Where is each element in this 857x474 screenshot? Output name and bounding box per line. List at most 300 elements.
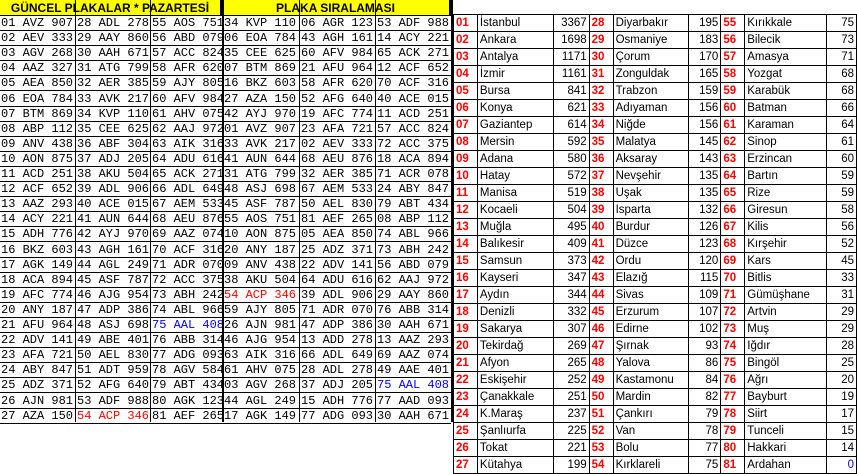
city-name: Kırşehir: [745, 236, 827, 253]
plate-count: 156: [689, 117, 721, 134]
plate-cell: 47 ADP 386: [301, 318, 374, 332]
plate-count: 68: [827, 83, 857, 100]
city-name: Amasya: [745, 49, 827, 66]
plate-code: 41: [589, 236, 613, 253]
city-name: K.Maraş: [477, 406, 553, 423]
city-name: Ardahan: [745, 457, 827, 474]
plates-grid-row: [0, 152, 451, 167]
plate-cell: 77 AAD 093: [377, 393, 450, 408]
plate-cell: 17 AGK 149: [224, 408, 297, 423]
plates-grid-row: [0, 288, 451, 303]
plate-code: 03: [454, 49, 478, 66]
plate-count: 159: [689, 83, 721, 100]
city-name: Artvin: [745, 304, 827, 321]
city-name: Muğla: [477, 219, 553, 236]
column-divider: [75, 0, 76, 422]
ranking-row: [454, 100, 857, 117]
plate-code: 77: [721, 389, 745, 406]
plate-count: 135: [689, 185, 721, 202]
ranking-row: [454, 406, 857, 423]
plate-count: 170: [689, 49, 721, 66]
plate-cell: 44 AGL 249: [224, 393, 297, 408]
plate-cell: 12 ACF 652: [377, 61, 450, 76]
plate-count: 77: [689, 440, 721, 457]
plate-cell: 60 AFV 984: [152, 91, 225, 106]
plate-count: 123: [689, 236, 721, 253]
plate-cell: 71 ADR 070: [152, 257, 225, 272]
plate-count: 64: [827, 117, 857, 134]
plates-grid-row: [0, 243, 451, 258]
ranking-row: [454, 253, 857, 270]
plate-code: 45: [589, 304, 613, 321]
plate-count: 580: [553, 151, 589, 168]
plate-count: 107: [689, 304, 721, 321]
plate-cell: 73 ABH 242: [152, 287, 225, 302]
ranking-row: [454, 457, 857, 474]
plate-cell: 24 ABY 847: [377, 182, 450, 197]
plate-code: 42: [589, 253, 613, 270]
plate-code: 48: [589, 355, 613, 372]
plate-code: 76: [721, 372, 745, 389]
plate-cell: 25 ADZ 371: [301, 242, 374, 257]
city-name: Giresun: [745, 202, 827, 219]
plate-cell: 54 ACP 346: [77, 408, 150, 423]
plate-code: 60: [721, 100, 745, 117]
plate-code: 71: [721, 287, 745, 304]
ranking-row: [454, 32, 857, 49]
plate-code: 11: [454, 185, 478, 202]
city-name: Uşak: [613, 185, 689, 202]
plate-cell: 32 AER 385: [77, 76, 150, 91]
plate-count: 31: [827, 287, 857, 304]
plate-cell: 56 ABD 079: [377, 257, 450, 272]
plate-cell: 62 AAJ 972: [152, 121, 225, 136]
ranking-row: [454, 372, 857, 389]
city-name: Bitlis: [745, 270, 827, 287]
plate-cell: 43 AGH 161: [77, 242, 150, 257]
plate-code: 15: [454, 253, 478, 270]
ranking-row: [454, 304, 857, 321]
plate-cell: 27 AZA 150: [224, 91, 297, 106]
plate-cell: 16 BKZ 603: [224, 76, 297, 91]
plate-cell: 01 AVZ 907: [224, 121, 297, 136]
plate-cell: 60 AFV 984: [301, 46, 374, 61]
plate-code: 37: [589, 168, 613, 185]
city-name: Isparta: [613, 202, 689, 219]
plate-cell: 30 AAH 671: [77, 46, 150, 61]
plate-count: 86: [689, 355, 721, 372]
plate-count: 25: [827, 355, 857, 372]
plate-code: 59: [721, 83, 745, 100]
city-name: Karabük: [745, 83, 827, 100]
ranking-row: [454, 185, 857, 202]
plates-grid-row: [0, 394, 451, 409]
plate-cell: 27 AZA 150: [1, 408, 74, 423]
city-name: Gümüşhane: [745, 287, 827, 304]
plate-count: 59: [827, 185, 857, 202]
plate-code: 79: [721, 423, 745, 440]
city-name: Ankara: [477, 32, 553, 49]
ranking-row: [454, 389, 857, 406]
city-name: Malatya: [613, 134, 689, 151]
plate-code: 36: [589, 151, 613, 168]
plate-code: 27: [454, 457, 478, 474]
plate-code: 35: [589, 134, 613, 151]
plate-code: 26: [454, 440, 478, 457]
plate-cell: 03 AGV 268: [1, 46, 74, 61]
plate-code: 57: [721, 49, 745, 66]
plate-cell: 62 AAJ 972: [377, 272, 450, 287]
plate-cell: 49 AAE 401: [377, 363, 450, 378]
plate-cell: 77 ADG 093: [301, 408, 374, 423]
city-name: Diyarbakır: [613, 15, 689, 32]
ranking-row: [454, 117, 857, 134]
plate-cell: 64 ADU 616: [152, 151, 225, 166]
plate-count: 237: [553, 406, 589, 423]
city-name: Konya: [477, 100, 553, 117]
plate-cell: 51 ADT 959: [77, 363, 150, 378]
plate-cell: 58 AFR 620: [152, 61, 225, 76]
city-name: Adıyaman: [613, 100, 689, 117]
plate-count: 14: [827, 440, 857, 457]
plate-code: 54: [589, 457, 613, 474]
city-name: Bingöl: [745, 355, 827, 372]
city-name: Kilis: [745, 219, 827, 236]
plate-code: 19: [454, 321, 478, 338]
plate-code: 12: [454, 202, 478, 219]
plate-cell: 56 ABD 079: [152, 31, 225, 46]
plate-ranking-header: PLAKA SIRALAMASI: [222, 0, 451, 16]
plate-cell: 69 AAZ 074: [152, 227, 225, 242]
plate-count: 20: [827, 372, 857, 389]
city-name: Aydın: [477, 287, 553, 304]
city-name: Yalova: [613, 355, 689, 372]
plate-cell: 42 AYJ 970: [77, 227, 150, 242]
plate-cell: 79 ABT 434: [152, 378, 225, 393]
plate-cell: 16 BKZ 603: [1, 242, 74, 257]
plate-count: 126: [689, 219, 721, 236]
plate-cell: 70 ACF 316: [377, 76, 450, 91]
ranking-panel: [453, 14, 857, 471]
plate-count: 265: [553, 355, 589, 372]
ranking-row: [454, 202, 857, 219]
ranking-row: [454, 134, 857, 151]
plate-cell: 47 ADP 386: [77, 302, 150, 317]
ranking-row: [454, 83, 857, 100]
plate-cell: 73 ABH 242: [377, 242, 450, 257]
city-name: Samsun: [477, 253, 553, 270]
ranking-row: [454, 236, 857, 253]
plate-cell: 49 ABE 401: [77, 333, 150, 348]
plate-count: 132: [689, 202, 721, 219]
city-name: Çorum: [613, 49, 689, 66]
city-name: Denizli: [477, 304, 553, 321]
plate-cell: 02 AEV 333: [301, 136, 374, 151]
plate-cell: 70 ACF 316: [152, 242, 225, 257]
city-name: Gaziantep: [477, 117, 553, 134]
plate-count: 33: [827, 270, 857, 287]
plate-count: 29: [827, 321, 857, 338]
plate-code: 69: [721, 253, 745, 270]
city-name: Eskişehir: [477, 372, 553, 389]
plate-cell: 14 ACY 221: [1, 212, 74, 227]
city-name: Rize: [745, 185, 827, 202]
plate-code: 28: [589, 15, 613, 32]
plate-count: 841: [553, 83, 589, 100]
city-name: Elazığ: [613, 270, 689, 287]
plates-grid-row: [0, 61, 451, 76]
ranking-row: [454, 219, 857, 236]
plate-count: 66: [827, 100, 857, 117]
plates-grid-row: [0, 182, 451, 197]
plate-code: 13: [454, 219, 478, 236]
plate-cell: 57 ACC 824: [377, 121, 450, 136]
plate-cell: 61 AHV 075: [152, 106, 225, 121]
plate-code: 47: [589, 338, 613, 355]
plate-code: 40: [589, 219, 613, 236]
plate-count: 60: [827, 151, 857, 168]
plate-cell: 30 AAH 671: [377, 408, 450, 423]
plate-code: 18: [454, 304, 478, 321]
plate-cell: 75 AAL 408: [377, 378, 450, 393]
column-divider: [222, 0, 224, 422]
city-name: Manisa: [477, 185, 553, 202]
plate-count: 102: [689, 321, 721, 338]
plate-code: 52: [589, 423, 613, 440]
plate-cell: 40 ACE 015: [77, 197, 150, 212]
city-name: Nevşehir: [613, 168, 689, 185]
plate-count: 307: [553, 321, 589, 338]
plates-grid-row: [0, 318, 451, 333]
plate-cell: 50 AEL 830: [77, 348, 150, 363]
plate-code: 62: [721, 134, 745, 151]
plate-cell: 67 AEM 533: [301, 182, 374, 197]
plate-cell: 58 AFR 620: [301, 76, 374, 91]
plate-code: 08: [454, 134, 478, 151]
plate-cell: 34 KVP 110: [224, 16, 297, 30]
ranking-row: [454, 15, 857, 32]
plate-code: 63: [721, 151, 745, 168]
plate-code: 70: [721, 270, 745, 287]
plates-grid-row: [0, 107, 451, 122]
plate-cell: 28 ADL 278: [301, 363, 374, 378]
plate-code: 74: [721, 338, 745, 355]
plate-cell: 01 AVZ 907: [1, 16, 74, 30]
plate-cell: 45 ASF 787: [224, 197, 297, 212]
plate-code: 55: [721, 15, 745, 32]
plate-code: 09: [454, 151, 478, 168]
plate-cell: 25 ADZ 371: [1, 378, 74, 393]
plate-cell: 28 ADL 278: [77, 16, 150, 30]
column-divider: [150, 0, 151, 422]
plate-code: 58: [721, 66, 745, 83]
plates-grid-row: [0, 409, 451, 424]
plate-count: 221: [553, 440, 589, 457]
plate-count: 115: [689, 270, 721, 287]
plate-code: 78: [721, 406, 745, 423]
plate-cell: 08 ABP 112: [1, 121, 74, 136]
plate-cell: 77 ADG 093: [152, 348, 225, 363]
plate-cell: 43 AGH 161: [301, 31, 374, 46]
plate-code: 49: [589, 372, 613, 389]
plates-grid-row: [0, 303, 451, 318]
plate-cell: 67 AEM 533: [152, 197, 225, 212]
plate-code: 14: [454, 236, 478, 253]
plate-count: 344: [553, 287, 589, 304]
plate-cell: 32 AER 385: [301, 167, 374, 181]
plate-code: 33: [589, 100, 613, 117]
city-name: Şanlıurfa: [477, 423, 553, 440]
plate-count: 1161: [553, 66, 589, 83]
plate-count: 75: [689, 457, 721, 474]
ranking-row: [454, 423, 857, 440]
plate-code: 75: [721, 355, 745, 372]
plate-code: 46: [589, 321, 613, 338]
plate-cell: 53 ADF 988: [77, 393, 150, 408]
plate-code: 39: [589, 202, 613, 219]
plate-count: 120: [689, 253, 721, 270]
plate-cell: 08 ABP 112: [377, 212, 450, 227]
plate-count: 572: [553, 168, 589, 185]
plate-cell: 22 ADV 141: [1, 333, 74, 348]
plate-count: 29: [827, 304, 857, 321]
plate-cell: 55 AOS 751: [224, 212, 297, 227]
plates-grid-row: [0, 378, 451, 393]
plate-cell: 69 AAZ 074: [377, 348, 450, 363]
plate-cell: 59 AJY 805: [224, 302, 297, 317]
plate-count: 78: [689, 423, 721, 440]
plate-code: 80: [721, 440, 745, 457]
plate-code: 10: [454, 168, 478, 185]
plate-cell: 23 AFA 721: [301, 121, 374, 136]
plate-code: 73: [721, 321, 745, 338]
city-name: Bilecik: [745, 32, 827, 49]
plate-cell: 15 ADH 776: [301, 393, 374, 408]
plate-count: 56: [827, 219, 857, 236]
column-divider: [299, 0, 300, 422]
plates-grid-row: [0, 348, 451, 363]
plate-count: 59: [827, 168, 857, 185]
plate-count: 251: [553, 389, 589, 406]
plate-cell: 46 AJG 954: [77, 287, 150, 302]
plate-cell: 04 AAZ 327: [1, 61, 74, 76]
plate-code: 01: [454, 15, 478, 32]
plate-code: 66: [721, 202, 745, 219]
ranking-row: [454, 440, 857, 457]
plate-cell: 52 AFG 640: [301, 91, 374, 106]
plate-cell: 21 AFU 964: [301, 61, 374, 76]
plate-cell: 48 ASJ 698: [77, 318, 150, 332]
plate-cell: 31 ATG 799: [224, 167, 297, 181]
current-plates-header: GÜNCEL PLAKALAR * PAZARTESİ: [0, 0, 222, 16]
plate-code: 68: [721, 236, 745, 253]
plate-cell: 74 ABL 966: [152, 302, 225, 317]
ranking-row: [454, 151, 857, 168]
plate-cell: 46 AJG 954: [224, 333, 297, 348]
plates-grid-row: [0, 46, 451, 61]
city-name: Edirne: [613, 321, 689, 338]
plate-count: 183: [689, 32, 721, 49]
plate-cell: 34 KVP 110: [77, 106, 150, 121]
city-name: Kocaeli: [477, 202, 553, 219]
plate-count: 109: [689, 287, 721, 304]
plates-grid-row: [0, 258, 451, 273]
ranking-row: [454, 49, 857, 66]
plate-count: 225: [553, 423, 589, 440]
plate-code: 56: [721, 32, 745, 49]
plate-cell: 78 AGV 584: [152, 363, 225, 378]
plate-cell: 41 AUN 644: [224, 151, 297, 166]
current-plates-panel: [0, 0, 451, 422]
plate-cell: 06 AGR 123: [301, 16, 374, 30]
plate-code: 51: [589, 406, 613, 423]
plate-count: 75: [827, 15, 857, 32]
plate-cell: 26 AJN 981: [1, 393, 74, 408]
plate-cell: 81 AEF 265: [152, 408, 225, 423]
city-name: İzmir: [477, 66, 553, 83]
plate-cell: 18 ACA 894: [1, 272, 74, 287]
plate-cell: 07 BTM 869: [1, 106, 74, 121]
city-name: Tunceli: [745, 423, 827, 440]
plate-count: 409: [553, 236, 589, 253]
ranking-row: [454, 168, 857, 185]
city-name: Siirt: [745, 406, 827, 423]
city-name: Kırıkkale: [745, 15, 827, 32]
plate-cell: 40 ACE 015: [377, 91, 450, 106]
plate-code: 53: [589, 440, 613, 457]
plates-grid-row: [0, 333, 451, 348]
plates-grid-row: [0, 31, 451, 46]
plate-cell: 80 AGK 123: [152, 393, 225, 408]
plate-cell: 19 AFC 774: [1, 287, 74, 302]
plate-cell: 72 ACC 375: [377, 136, 450, 151]
city-name: Tokat: [477, 440, 553, 457]
plates-grid-row: [0, 92, 451, 107]
city-name: Balıkesir: [477, 236, 553, 253]
city-name: Hatay: [477, 168, 553, 185]
plate-count: 28: [827, 338, 857, 355]
plate-cell: 09 ANV 438: [224, 257, 297, 272]
plate-cell: 38 AKU 504: [77, 167, 150, 181]
plate-count: 195: [689, 15, 721, 32]
plate-cell: 26 AJN 981: [224, 318, 297, 332]
plate-cell: 63 AIK 316: [152, 136, 225, 151]
plate-cell: 12 ACF 652: [1, 182, 74, 197]
plate-cell: 71 ACR 078: [377, 167, 450, 181]
plate-count: 45: [827, 253, 857, 270]
plate-cell: 65 ACK 271: [377, 46, 450, 61]
city-name: Adana: [477, 151, 553, 168]
plate-count: 592: [553, 134, 589, 151]
city-name: Osmaniye: [613, 32, 689, 49]
city-name: Bursa: [477, 83, 553, 100]
plates-grid-row: [0, 122, 451, 137]
city-name: Kastamonu: [613, 372, 689, 389]
plate-cell: 75 AAL 408: [152, 318, 225, 332]
plate-count: 1698: [553, 32, 589, 49]
city-name: Zonguldak: [613, 66, 689, 83]
city-name: Yozgat: [745, 66, 827, 83]
plate-code: 07: [454, 117, 478, 134]
plate-code: 06: [454, 100, 478, 117]
plate-cell: 29 AAY 860: [377, 287, 450, 302]
plate-count: 143: [689, 151, 721, 168]
plate-cell: 76 ABB 314: [377, 302, 450, 317]
plate-cell: 23 AFA 721: [1, 348, 74, 363]
plate-code: 34: [589, 117, 613, 134]
plate-cell: 74 ABL 966: [377, 227, 450, 242]
plate-count: 17: [827, 406, 857, 423]
